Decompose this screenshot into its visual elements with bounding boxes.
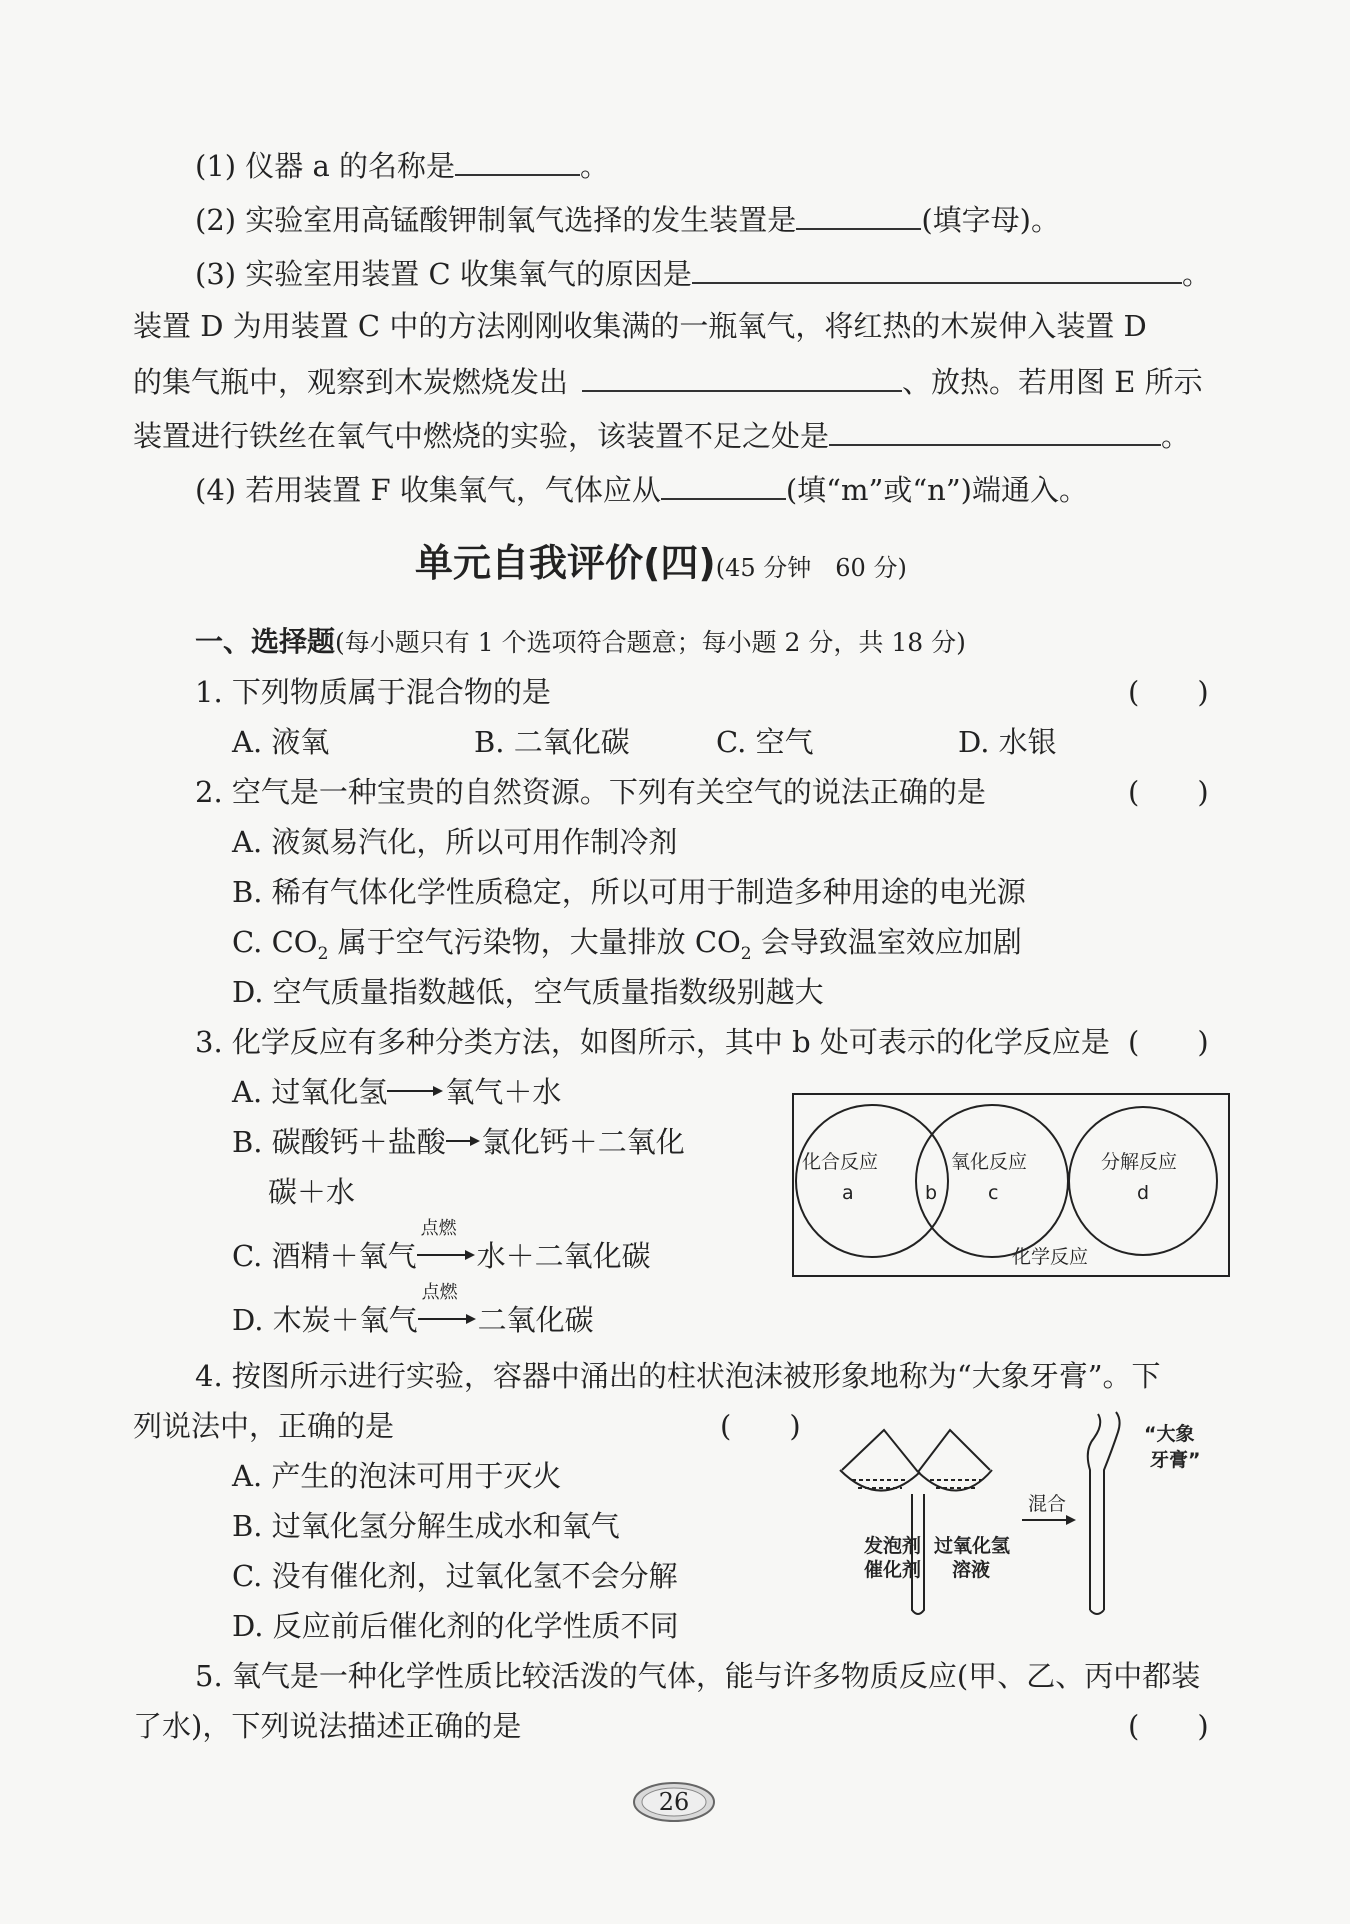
q3-option-b-cont: 碳＋水 (268, 1175, 356, 1209)
text: 氧气＋水 (445, 1075, 562, 1109)
text: 水＋二氧化碳 (476, 1239, 651, 1273)
text: (填“m”或“n”)端通入。 (785, 473, 1088, 507)
q4-option-c[interactable]: C. 没有催化剂，过氧化氢不会分解 (232, 1559, 678, 1593)
text: 属于空气污染物，大量排放 CO (328, 925, 741, 959)
q-prev-4 (195, 468, 1088, 510)
page-number-badge (632, 1780, 716, 1824)
text: (2) 实验室用高锰酸钾制氧气选择的发生装置是 (195, 203, 797, 237)
q5-stem: 5. 氧气是一种化学性质比较活泼的气体，能与许多物质反应(甲、乙、丙中都装 (195, 1659, 1201, 1693)
q4-stem-cont: 列说法中，正确的是 (133, 1409, 395, 1443)
label-hydrogen-peroxide: 过氧化氢 (934, 1535, 1011, 1557)
q4-option-d[interactable]: D. 反应前后催化剂的化学性质不同 (232, 1609, 679, 1643)
q3-stem: 3. 化学反应有多种分类方法，如图所示，其中 b 处可表示的化学反应是 (195, 1025, 1110, 1059)
section-label: 一、选择题 (195, 625, 336, 658)
label-foaming-agent: 发泡剂 (864, 1535, 922, 1557)
text: B. 碳酸钙＋盐酸 (232, 1125, 446, 1159)
answer-paren[interactable]: ( ) (1128, 775, 1209, 809)
answer-blank[interactable] (582, 360, 902, 392)
q-prev-3-line4 (133, 414, 1190, 456)
q1-option-c[interactable]: C. 空气 (716, 725, 814, 759)
answer-blank[interactable] (661, 468, 786, 500)
mix-arrowhead-icon (1066, 1515, 1076, 1525)
q3-option-b[interactable] (232, 1122, 685, 1162)
text: 的集气瓶中，观察到木炭燃烧发出 (133, 365, 569, 399)
q2-stem: 2. 空气是一种宝贵的自然资源。下列有关空气的说法正确的是 (195, 775, 986, 809)
q2-option-c[interactable] (232, 922, 1022, 974)
page-number: 26 (658, 1788, 690, 1816)
text: D. 木炭＋氧气 (232, 1303, 418, 1337)
text: (填字母)。 (921, 203, 1060, 237)
combination-circle (796, 1105, 948, 1257)
reaction-arrow-icon (387, 1072, 445, 1102)
label-decomposition: 分解反应 (1101, 1151, 1178, 1173)
label-catalyst: 催化剂 (864, 1559, 922, 1581)
unit-title-text: 单元自我评价(四) (415, 541, 716, 585)
q-prev-3-line3 (133, 360, 1203, 402)
subscript: 2 (740, 943, 752, 964)
reaction-arrow-icon (446, 1122, 482, 1152)
label-toothpaste: 牙膏” (1150, 1449, 1201, 1471)
q1-option-a[interactable]: A. 液氧 (232, 725, 330, 759)
text: 。 (580, 149, 610, 183)
text: A. 过氧化氢 (232, 1075, 388, 1109)
answer-blank[interactable] (692, 252, 1182, 284)
answer-paren[interactable]: ( ) (1128, 675, 1209, 709)
q-prev-1 (195, 144, 609, 186)
section-header (195, 622, 966, 663)
label-c: c (988, 1182, 999, 1204)
text: (4) 若用装置 F 收集氧气，气体应从 (195, 473, 661, 507)
label-mix: 混合 (1028, 1493, 1067, 1515)
label-oxidation: 氧化反应 (951, 1151, 1028, 1173)
q-prev-3 (195, 252, 1211, 294)
q3-option-d[interactable] (232, 1282, 594, 1340)
text: 。 (1161, 419, 1191, 453)
q4-option-b[interactable]: B. 过氧化氢分解生成水和氧气 (232, 1509, 620, 1543)
q1-option-d[interactable]: D. 水银 (958, 725, 1057, 759)
answer-blank[interactable] (829, 414, 1161, 446)
label-a: a (842, 1182, 854, 1204)
text: 、放热。若用图 E 所示 (902, 365, 1203, 399)
text: 氯化钙＋二氧化 (481, 1125, 685, 1159)
unit-time: (45 分钟 60 分) (715, 554, 907, 582)
condition-label: 点燃 (421, 1282, 458, 1303)
diagram-frame (793, 1094, 1229, 1276)
q-prev-2 (195, 198, 1060, 240)
text: (3) 实验室用装置 C 收集氧气的原因是 (195, 257, 692, 291)
text: 。 (1181, 257, 1211, 291)
label-solution: 溶液 (952, 1559, 991, 1581)
answer-paren[interactable]: ( ) (1128, 1709, 1209, 1743)
label-b: b (925, 1182, 938, 1204)
reaction-classification-diagram (792, 1093, 1232, 1278)
condition-label: 点燃 (420, 1218, 457, 1239)
oxidation-circle (916, 1105, 1068, 1257)
decomposition-circle (1069, 1107, 1217, 1255)
elephant-toothpaste-diagram (822, 1410, 1222, 1620)
q-prev-3-line2: 装置 D 为用装置 C 中的方法刚刚收集满的一瓶氧气，将红热的木炭伸入装置 D (133, 309, 1147, 343)
text: 会导致温室效应加剧 (751, 925, 1022, 959)
q4-option-a[interactable]: A. 产生的泡沫可用于灭火 (232, 1459, 562, 1493)
label-elephant: “大象 (1144, 1423, 1195, 1445)
q2-option-b[interactable]: B. 稀有气体化学性质稳定，所以可用于制造多种用途的电光源 (232, 875, 1026, 909)
answer-paren[interactable]: ( ) (720, 1409, 801, 1443)
label-combination: 化合反应 (802, 1151, 879, 1173)
peroxide-beaker-icon (918, 1430, 992, 1491)
text: 二氧化碳 (477, 1303, 594, 1337)
text: (1) 仪器 a 的名称是 (195, 149, 456, 183)
label-d: d (1137, 1182, 1150, 1204)
catalyst-beaker-icon (840, 1430, 920, 1491)
subscript: 2 (317, 943, 329, 964)
q3-option-a[interactable] (232, 1072, 561, 1112)
q1-option-b[interactable]: B. 二氧化碳 (474, 725, 630, 759)
q2-option-d[interactable]: D. 空气质量指数越低，空气质量指数级别越大 (232, 975, 824, 1009)
answer-paren[interactable]: ( ) (1128, 1025, 1209, 1059)
answer-blank[interactable] (455, 144, 580, 176)
unit-title (415, 538, 907, 593)
q4-stem: 4. 按图所示进行实验，容器中涌出的柱状泡沫被形象地称为“大象牙膏”。下 (195, 1359, 1161, 1393)
q5-stem-cont: 了水)，下列说法描述正确的是 (133, 1709, 522, 1743)
q2-option-a[interactable]: A. 液氮易汽化，所以可用作制冷剂 (232, 825, 678, 859)
section-note: (每小题只有 1 个选项符合题意；每小题 2 分，共 18 分) (335, 628, 966, 657)
foam-tube-icon (1088, 1412, 1120, 1614)
q1-stem: 1. 下列物质属于混合物的是 (195, 675, 551, 709)
text: 装置进行铁丝在氧气中燃烧的实验，该装置不足之处是 (133, 419, 830, 453)
label-chemical-reaction: 化学反应 (1012, 1246, 1089, 1268)
q3-option-c[interactable] (232, 1218, 651, 1276)
reaction-arrow-icon (417, 1218, 477, 1266)
text: C. 酒精＋氧气 (232, 1239, 417, 1273)
text: C. CO (232, 925, 318, 959)
reaction-arrow-icon (418, 1282, 478, 1330)
answer-blank[interactable] (796, 198, 921, 230)
